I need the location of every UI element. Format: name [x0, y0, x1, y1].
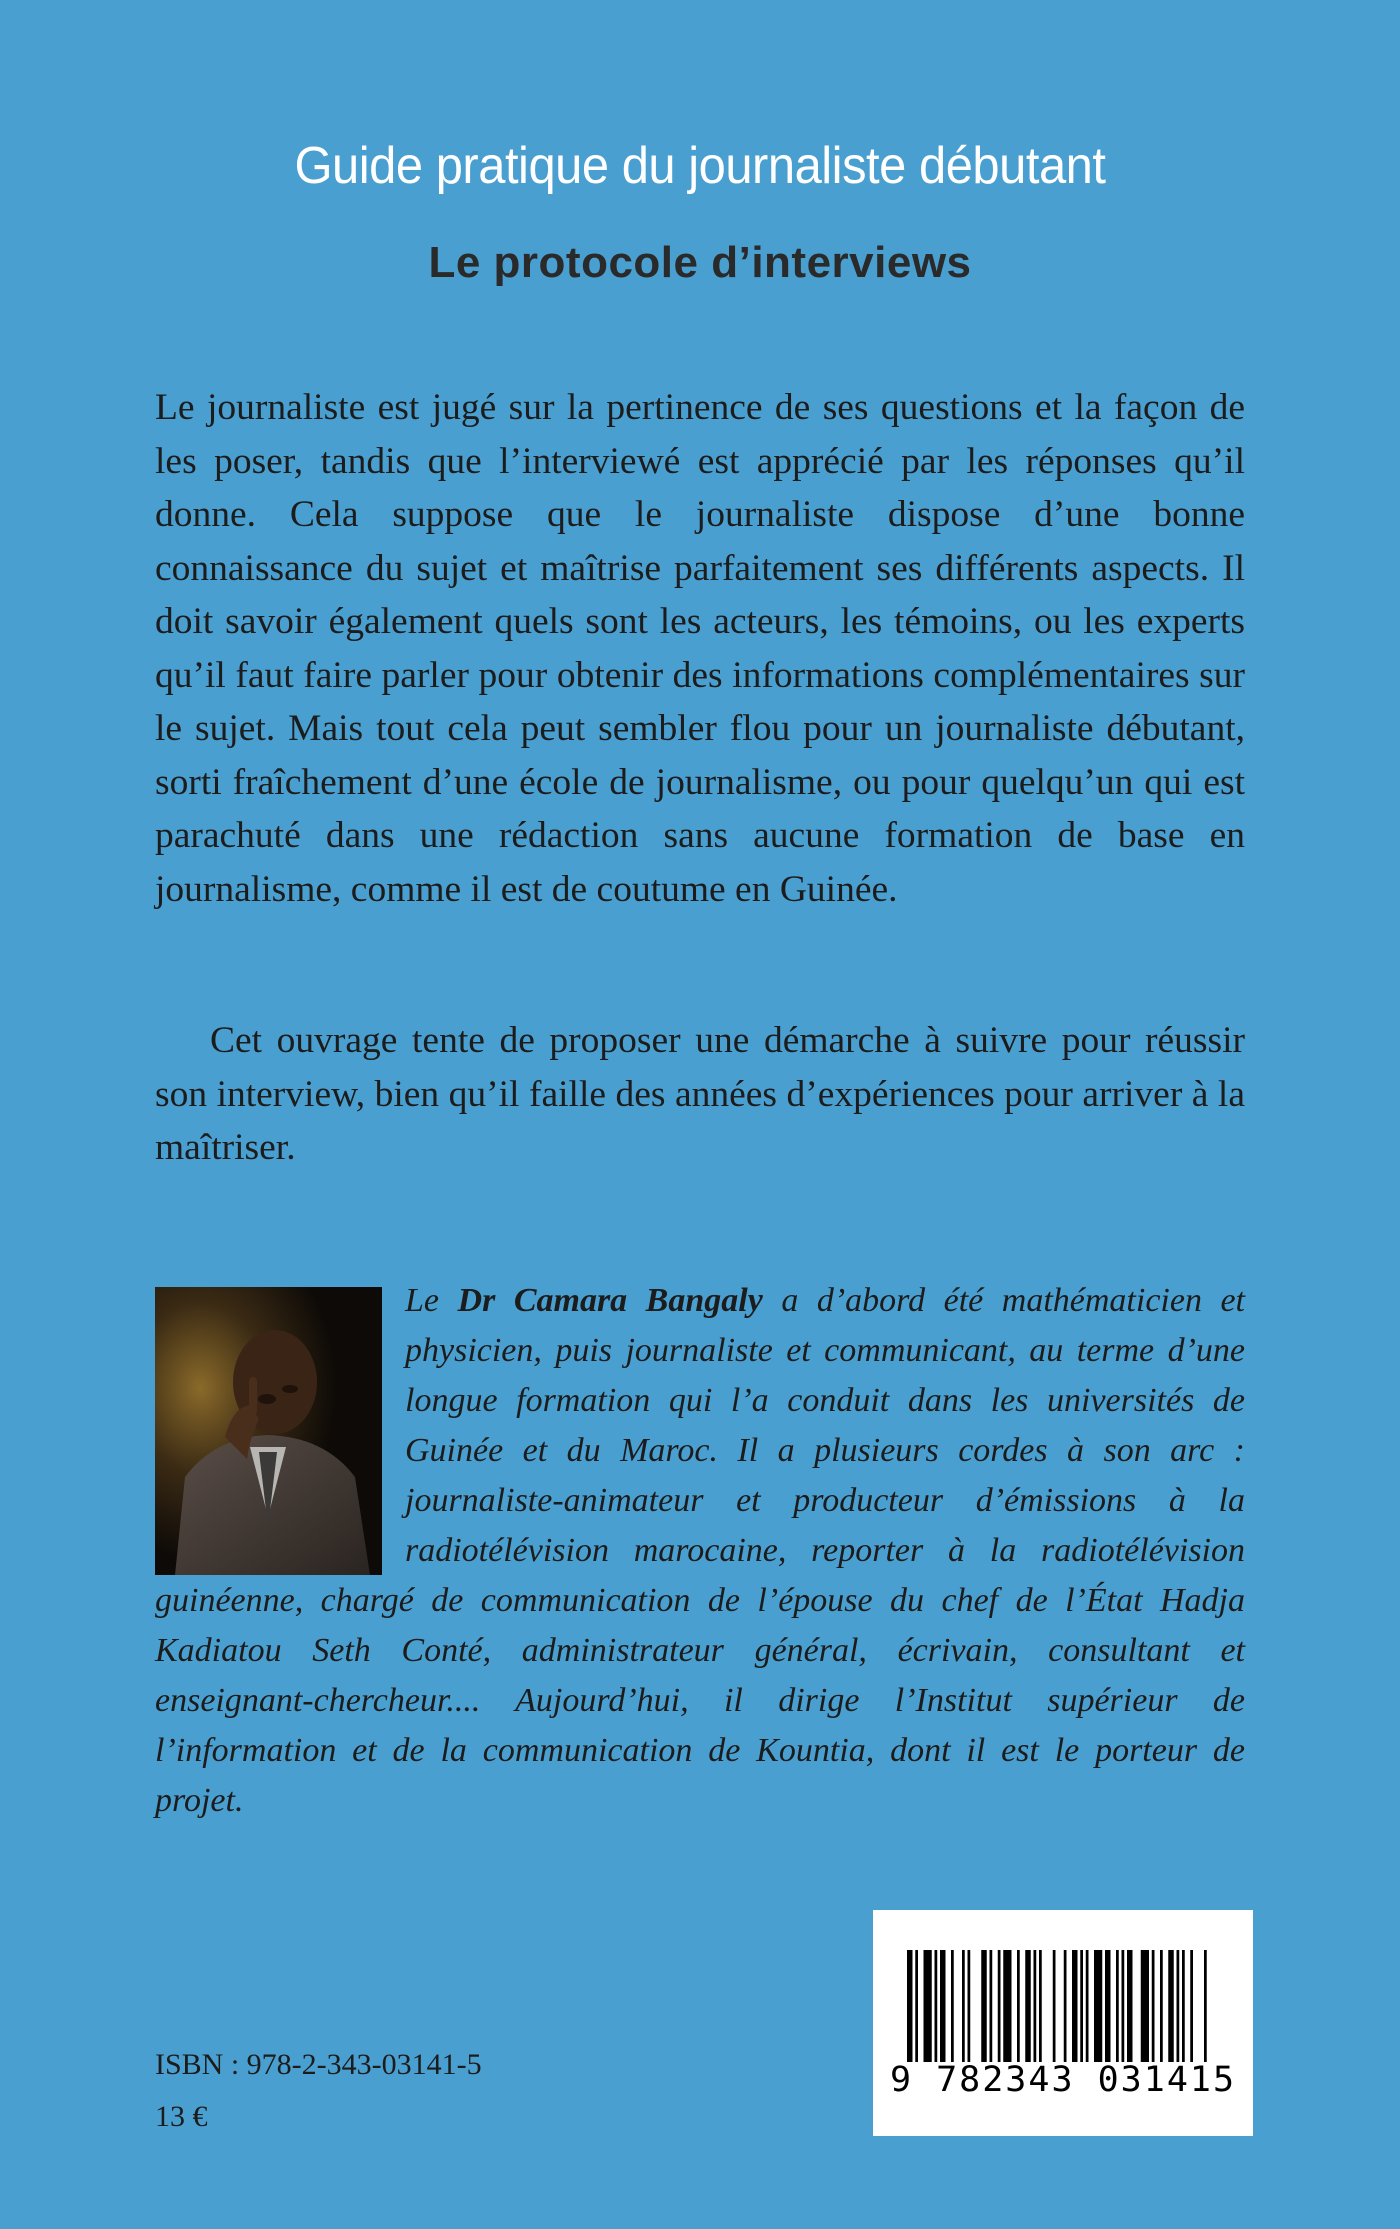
barcode-bar: [1168, 1950, 1174, 2062]
author-bio-text: a d’abord été mathématicien et physicien, puis journaliste et communicant, au terme d’une longue formation qui l’a conduit dans les universités de Guinée et du Maroc. Il a plusieurs cordes à son arc : journaliste-animateur et producteur d’émissions à la radiotélévision marocaine, reporter à la radiotélévision guinéenne, chargé de communication de l’épouse du chef de l’État Hadja Kadiatou Seth Conté, administrateur général, écrivain, consultant et enseignant-chercheur.... Aujourd’hui, il dirige l’Institut supérieur de l’information et de la communication de Kountia, dont il est le porteur de projet.: [155, 1282, 1246, 1819]
barcode-bar: [1141, 1950, 1149, 2062]
barcode-bar: [1116, 1950, 1119, 2062]
barcode-bar: [1127, 1950, 1133, 2062]
barcode-bar: [1122, 1950, 1125, 2062]
barcode-bar: [1025, 1950, 1031, 2062]
barcode-bar: [1072, 1950, 1078, 2062]
barcode-bar: [1086, 1950, 1089, 2062]
blurb-paragraph-2: Cet ouvrage tente de proposer une démarche à suivre pour réussir son interview, bien qu’il faille des années d’expériences pour arriver à la maîtriser.: [155, 1020, 1245, 1168]
barcode-bar: [990, 1950, 993, 2062]
barcode-bar: [1190, 1950, 1193, 2062]
isbn: ISBN : 978-2-343-03141-5: [155, 2048, 482, 2081]
author-photo-spacer: [155, 1276, 387, 1576]
barcode-bar: [1053, 1950, 1056, 2062]
barcode-bars: [901, 1950, 1225, 2062]
price: 13 €: [155, 2100, 208, 2133]
barcode-bar: [915, 1950, 918, 2062]
barcode-bar: [981, 1950, 987, 2062]
barcode-bar: [1039, 1950, 1042, 2062]
author-bio-prefix: Le: [405, 1282, 458, 1319]
barcode-bar: [1160, 1950, 1163, 2062]
barcode-bar: [951, 1950, 954, 2062]
barcode-bar: [1034, 1950, 1037, 2062]
barcode-bar: [1017, 1950, 1020, 2062]
book-subtitle: Le protocole d’interviews: [428, 238, 972, 287]
barcode-bar: [924, 1950, 932, 2062]
book-title: Guide pratique du journaliste débutant: [294, 137, 1106, 195]
barcode-bar: [1105, 1950, 1111, 2062]
barcode-bar: [1094, 1950, 1102, 2062]
barcode-bar: [1064, 1950, 1067, 2062]
barcode-bar: [935, 1950, 938, 2062]
barcode-bar: [998, 1950, 1001, 2062]
barcode-bar: [968, 1950, 971, 2062]
barcode-bar: [1182, 1950, 1185, 2062]
barcode-digits: 9 782343 031415: [889, 2060, 1237, 2100]
barcode-bar: [1152, 1950, 1155, 2062]
barcode: [873, 1910, 1253, 2136]
barcode-bar: [1204, 1950, 1207, 2062]
barcode-bar: [1003, 1950, 1011, 2062]
barcode-bar: [1080, 1950, 1083, 2062]
barcode-bar: [907, 1950, 913, 2062]
barcode-bar: [962, 1950, 965, 2062]
author-bio: [155, 1276, 1245, 1826]
barcode-bar: [1177, 1950, 1180, 2062]
author-name: Dr Camara Bangaly: [457, 1282, 763, 1319]
blurb-paragraph-1: Le journaliste est jugé sur la pertinence de ses questions et la façon de les poser, tandis que l’interviewé est apprécié par les réponses qu’il donne. Cela suppose que le journaliste dispose d’une bonne connaissance du sujet et maîtrise parfaitement ses différents aspects. Il doit savoir également quels sont les acteurs, les témoins, ou les experts qu’il faut faire parler pour obtenir des informations complémentaires sur le sujet. Mais tout cela peut sembler flou pour un journaliste débutant, sorti fraîchement d’une école de journalisme, ou pour quelqu’un qui est parachuté dans une rédaction sans aucune formation de base en journalisme, comme il est de coutume en Guinée.: [155, 387, 1245, 910]
barcode-bar: [940, 1950, 946, 2062]
